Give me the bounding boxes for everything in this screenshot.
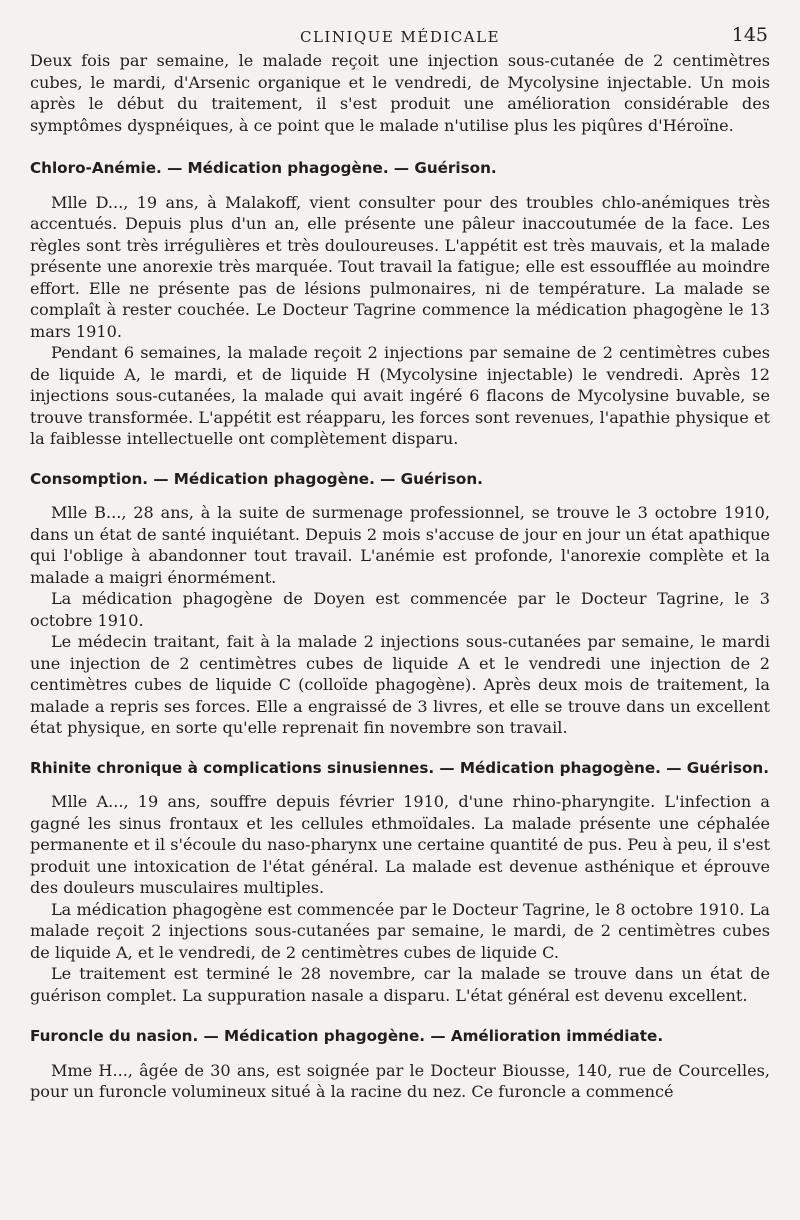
section-title-consomption: Consomption. — Médication phagogène. — Guérison.	[30, 469, 483, 488]
paragraph: Mlle A..., 19 ans, souffre depuis février 1910, d'une rhino-pharyngite. L'infection a gagné les sinus frontaux et les cellules ethmoïdales. La malade présente une céphalée permanente et il s'écoule du naso-pharynx une certaine quantité de pus. Peu à peu, il s'est produit une intoxication de l'état général. La malade est devenue asthénique et éprouve des douleurs musculaires multiples.	[30, 792, 770, 897]
section-title-rhinite: Rhinite chronique à complications sinusiennes. — Médication phagogène. — Guérison.	[30, 758, 770, 777]
paragraph: Mlle B..., 28 ans, à la suite de surmenage professionnel, se trouve le 3 octobre 1910, dans un état de santé inquiétant. Depuis 2 mois s'accuse de jour en jour un état apathique qui l'oblige à abandonner tout travail. L'anémie est profonde, l'anorexie complète et la malade a maigri énormément.	[30, 503, 770, 587]
paragraph: Pendant 6 semaines, la malade reçoit 2 injections par semaine de 2 centimètres cubes de liquide A, le mardi, et de liquide H (Mycolysine injectable) le vendredi. Après 12 injections sous-cutanées, la malade qui avait ingéré 6 flacons de Mycolysine buvable, se trouve transformée. L'appétit est réapparu, les forces sont revenues, l'apathie physique et la faiblesse intellectuelle ont complètement disparu.	[30, 343, 770, 448]
paragraph: Mme H..., âgée de 30 ans, est soignée par le Docteur Biousse, 140, rue de Courcelles, pour un furoncle volumineux situé à la racine du nez. Ce furoncle a commencé	[30, 1060, 770, 1101]
section-title-furoncle: Furoncle du nasion. — Médication phagogène. — Amélioration immédiate.	[30, 1027, 664, 1045]
page-number: 145	[731, 24, 768, 46]
intro-paragraph: Deux fois par semaine, le malade reçoit une injection sous-cutanée de 2 centimètres cubes, le mardi, d'Arsenic organique et le vendredi, de Mycolysine injectable. Un mois après le début du traitement, il s'est produit une amélioration considérable des symptômes dyspnéiques, à ce point que le malade n'utilise plus les piqûres d'Héroïne.	[30, 51, 770, 135]
paragraph: Le médecin traitant, fait à la malade 2 injections sous-cutanées par semaine, le mardi une injection de 2 centimètres cubes de liquide A et le vendredi une injection de 2 centimètres cubes de liquide C (colloïde phagogène). Après deux mois de traitement, la malade a repris ses forces. Elle a engraissé de 3 livres, et elle se trouve dans un excellent état physique, en sorte qu'elle reprenait fin novembre son travail.	[30, 632, 770, 737]
paragraph: Mlle D..., 19 ans, à Malakoff, vient consulter pour des troubles chlo-anémiques très accentués. Depuis plus d'un an, elle présente une pâleur inaccoutumée de la face. Les règles sont très irrégulières et très douloureuses. L'appétit est très mauvais, et la malade présente une anorexie très marquée. Tout travail la fatigue; elle est essoufflée au moindre effort. Elle ne présente pas de lésions pulmonaires, ni de température. La malade se complaît à rester couchée. Le Docteur Tagrine commence la médication phagogène le 13 mars 1910.	[30, 192, 770, 341]
section-title-chloro-anemie: Chloro-Anémie. — Médication phagogène. — Guérison.	[30, 159, 497, 177]
running-header	[30, 18, 770, 50]
paragraph: La médication phagogène est commencée par le Docteur Tagrine, le 8 octobre 1910. La malade reçoit 2 injections sous-cutanées par semaine, le mardi, de 2 centimètres cubes de liquide A, et le vendredi, de 2 centimètres cubes de liquide C.	[30, 899, 770, 962]
running-title: CLINIQUE MÉDICALE	[299, 28, 501, 46]
paragraph: La médication phagogène de Doyen est commencée par le Docteur Tagrine, le 3 octobre 1910.	[30, 589, 770, 630]
paragraph: Le traitement est terminé le 28 novembre, car la malade se trouve dans un état de guérison complet. La suppuration nasale a disparu. L'état général est devenu excellent.	[30, 964, 770, 1005]
